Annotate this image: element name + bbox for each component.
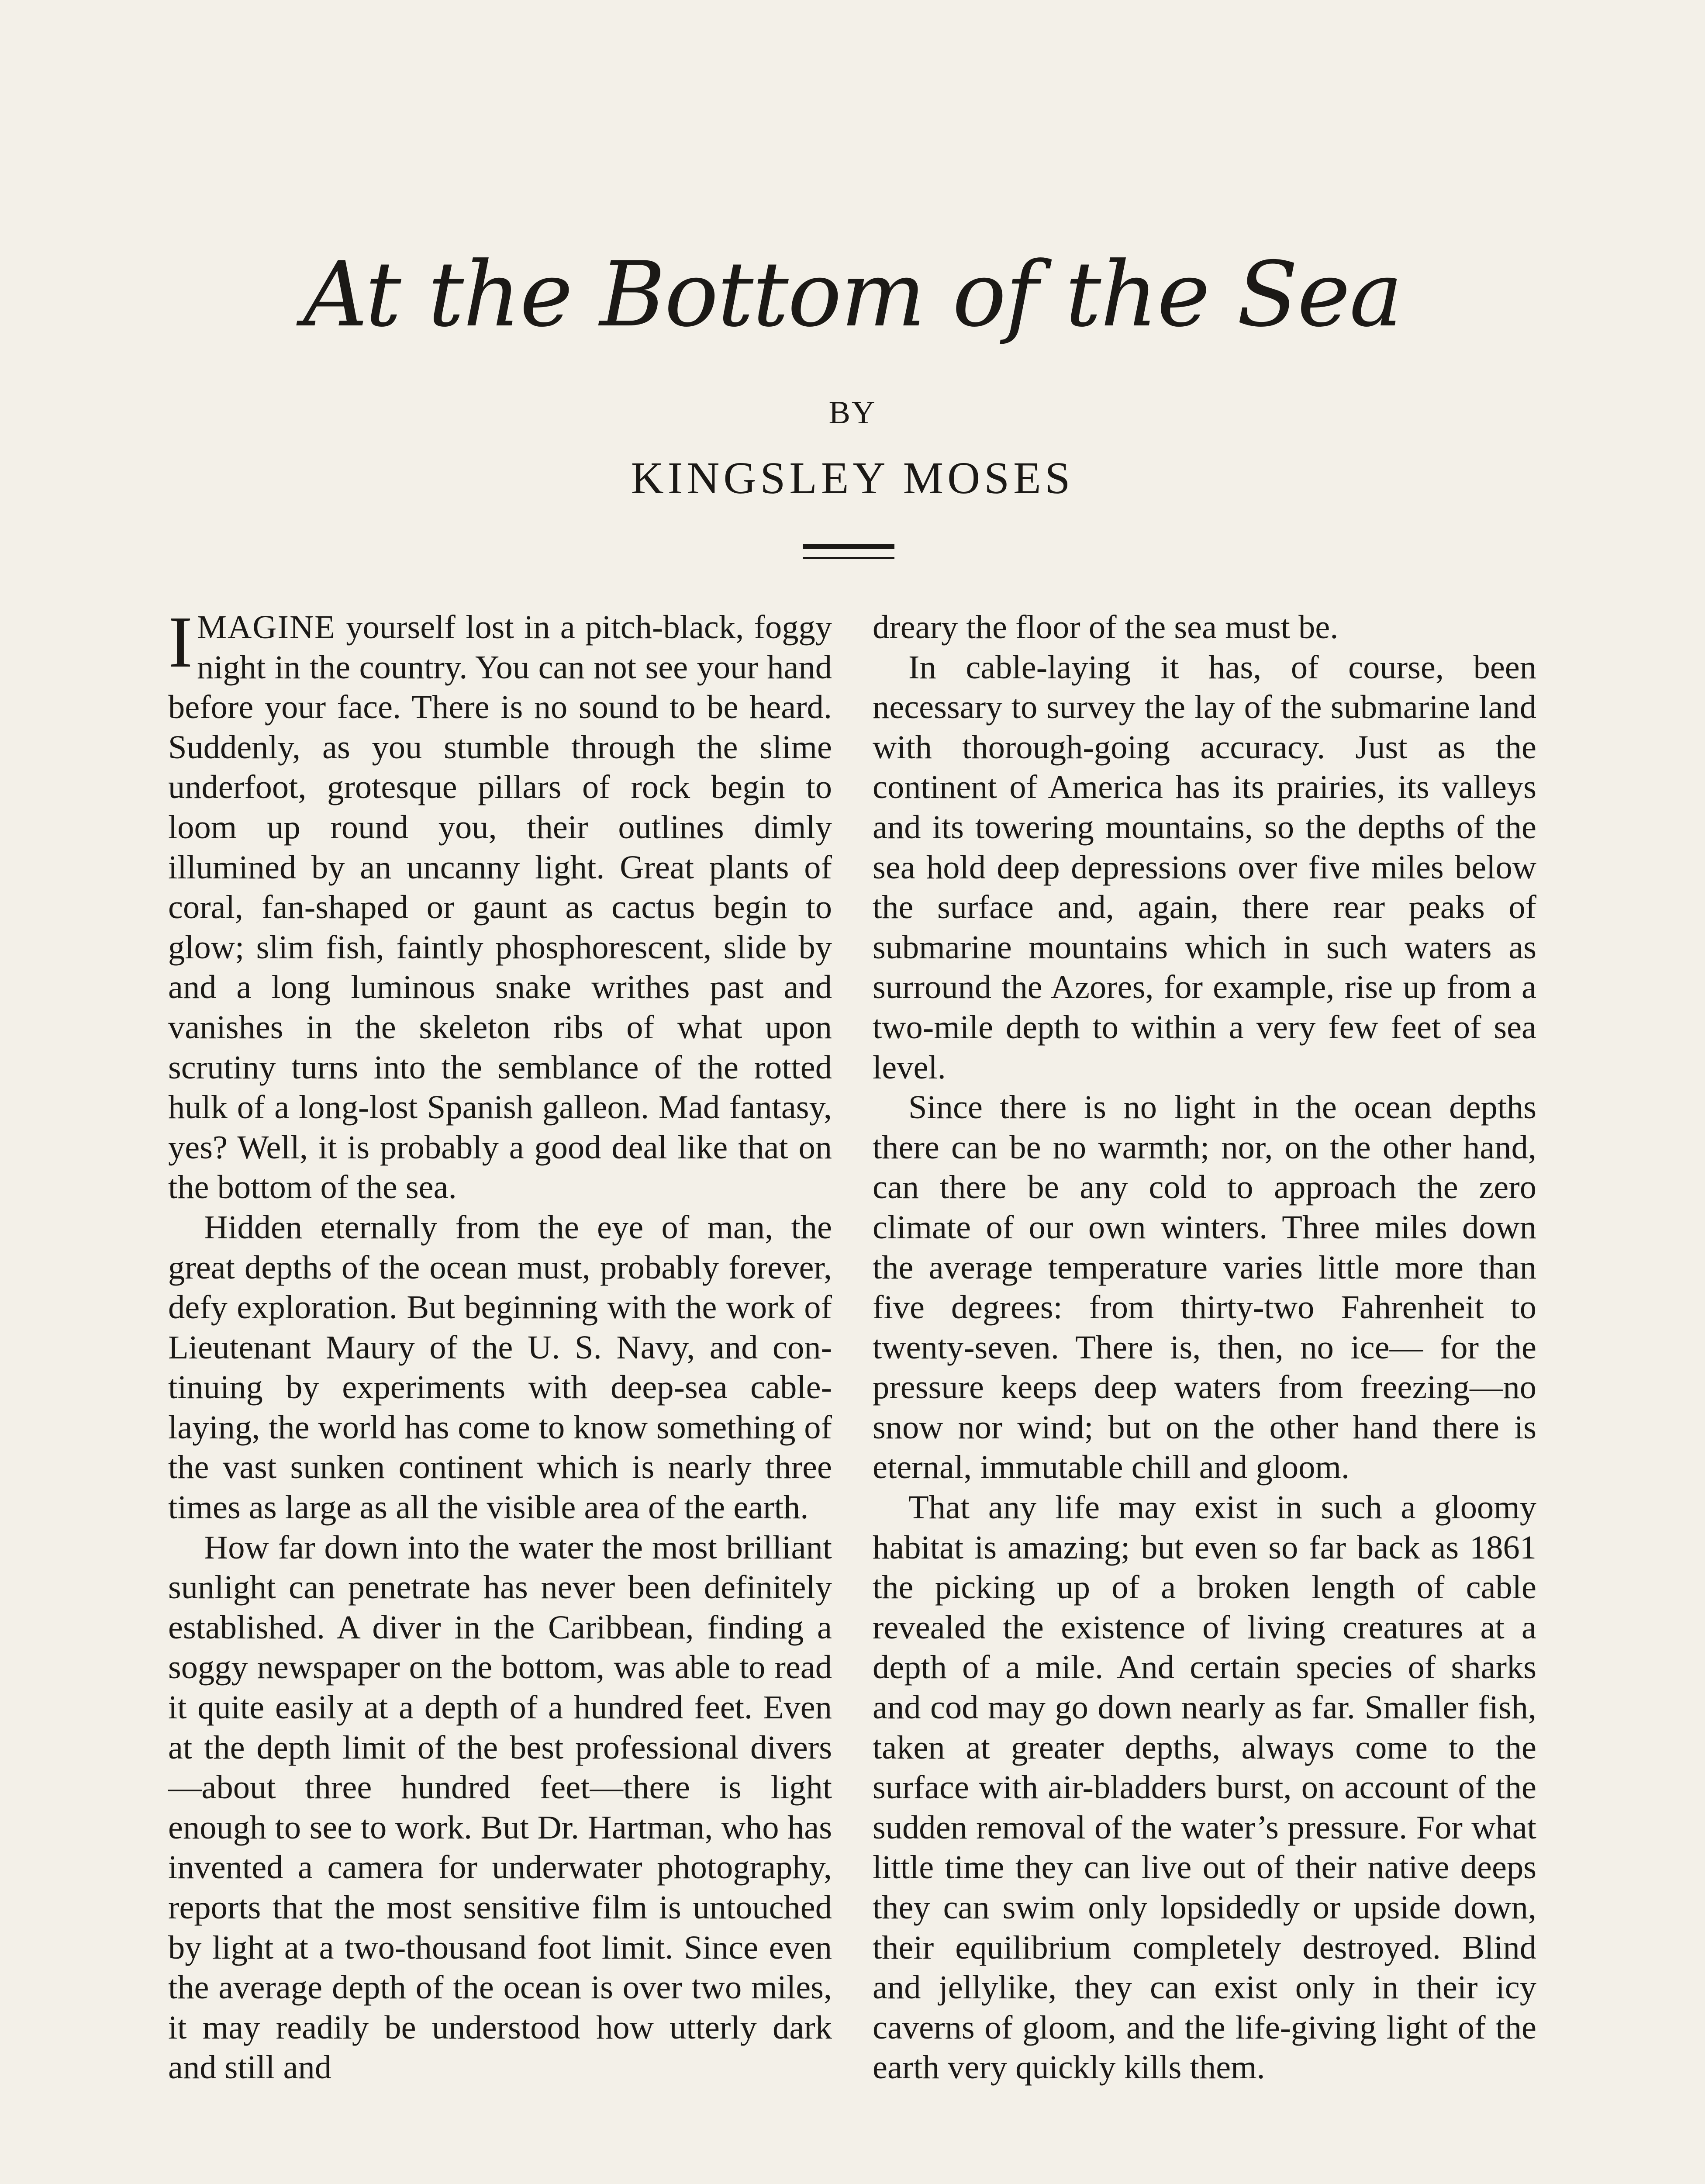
- paragraph-text: yourself lost in a pitch-black, foggy night in the country. You can not see your hand before your face. There is no sound to be heard. Suddenly, as you stumble through the slime underfoot, grotesque pillars of rock begin to loom up round you, their outlines dimly illumined by an uncanny light. Great plants of coral, fan-shaped or gaunt as cactus begin to glow; slim fish, faintly phosphorescent, slide by and a long luminous snake writhes past and vanishes in the skeleton ribs of what upon scrutiny turns into the semblance of the rotted hulk of a long-lost Spanish galleon. Mad fantasy, yes? Well, it is probably a good deal like that on the bottom of the sea.: [168, 608, 832, 1206]
- byline-by: BY: [828, 395, 877, 431]
- paragraph: Hidden eternally from the eye of man, the great depths of the ocean must, probably forever, defy exploration. But beginning with the work of Lieutenant Maury of the U. S. Navy, and continuing by experiments with deep-sea cable-laying, the world has come to know something of the vast sunken continent which is nearly three times as large as all the visible area of the earth.: [168, 1208, 832, 1526]
- paragraph-continued: dreary the floor of the sea must be.: [873, 608, 1339, 646]
- paragraph-opening: [168, 601, 832, 1207]
- left-column: [168, 601, 832, 2087]
- title-rule-thick: [803, 544, 894, 549]
- paragraph: Since there is no light in the ocean depths there can be no warmth; nor, on the other hand, can there be any cold to approach the zero climate of our own winters. Three miles down the average temperature varies little more than five degrees: from thirty-two Fahrenheit to twenty-seven. There is, then, no ice— for the pressure keeps deep waters from freezing—no snow nor wind; but on the other hand there is eternal, immutable chill and gloom.: [873, 1089, 1536, 1486]
- article-title: At the Bottom of the Sea: [303, 243, 1402, 347]
- drop-cap: I: [168, 601, 193, 683]
- title-rule-thin: [803, 557, 894, 559]
- paragraph: That any life may exist in such a gloomy habitat is amazing; but even so far back as 1861 the picking up of a broken length of cable revealed the existence of living creatures at a depth of a mile. And certain species of sharks and cod may go down nearly as far. Smaller fish, taken at greater depths, always come to the surface with air-bladders burst, on account of the sudden removal of the water’s pressure. For what little time they can live out of their native deeps they can swim only lopsidedly or upside down, their equilibrium completely destroyed. Blind and jellylike, they can exist only in their icy caverns of gloom, and the life-giving light of the earth very quickly kills them.: [873, 1489, 1536, 2086]
- opening-small-caps: MAGINE: [197, 608, 336, 646]
- paragraph: How far down into the water the most brilliant sunlight can penetrate has never been definitely established. A diver in the Caribbean, finding a soggy newspaper on the bottom, was able to read it quite easily at a depth of a hundred feet. Even at the depth limit of the best professional divers—about three hundred feet—there is light enough to see to work. But Dr. Hartman, who has invented a camera for underwater photography, reports that the most sensitive film is untouched by light at a two-thousand foot limit. Since even the average depth of the ocean is over two miles, it may readily be understood how utterly dark and still and: [168, 1528, 832, 2086]
- paragraph: In cable-laying it has, of course, been necessary to survey the lay of the submarine land with thorough-going accuracy. Just as the continent of America has its prairies, its valleys and its towering mountains, so the depths of the sea hold deep depressions over five miles below the surface and, again, there rear peaks of submarine mountains which in such waters as surround the Azores, for example, rise up from a two-mile depth to within a very few feet of sea level.: [873, 648, 1536, 1086]
- byline-author: KINGSLEY MOSES: [631, 453, 1074, 503]
- right-column: [873, 607, 1536, 2087]
